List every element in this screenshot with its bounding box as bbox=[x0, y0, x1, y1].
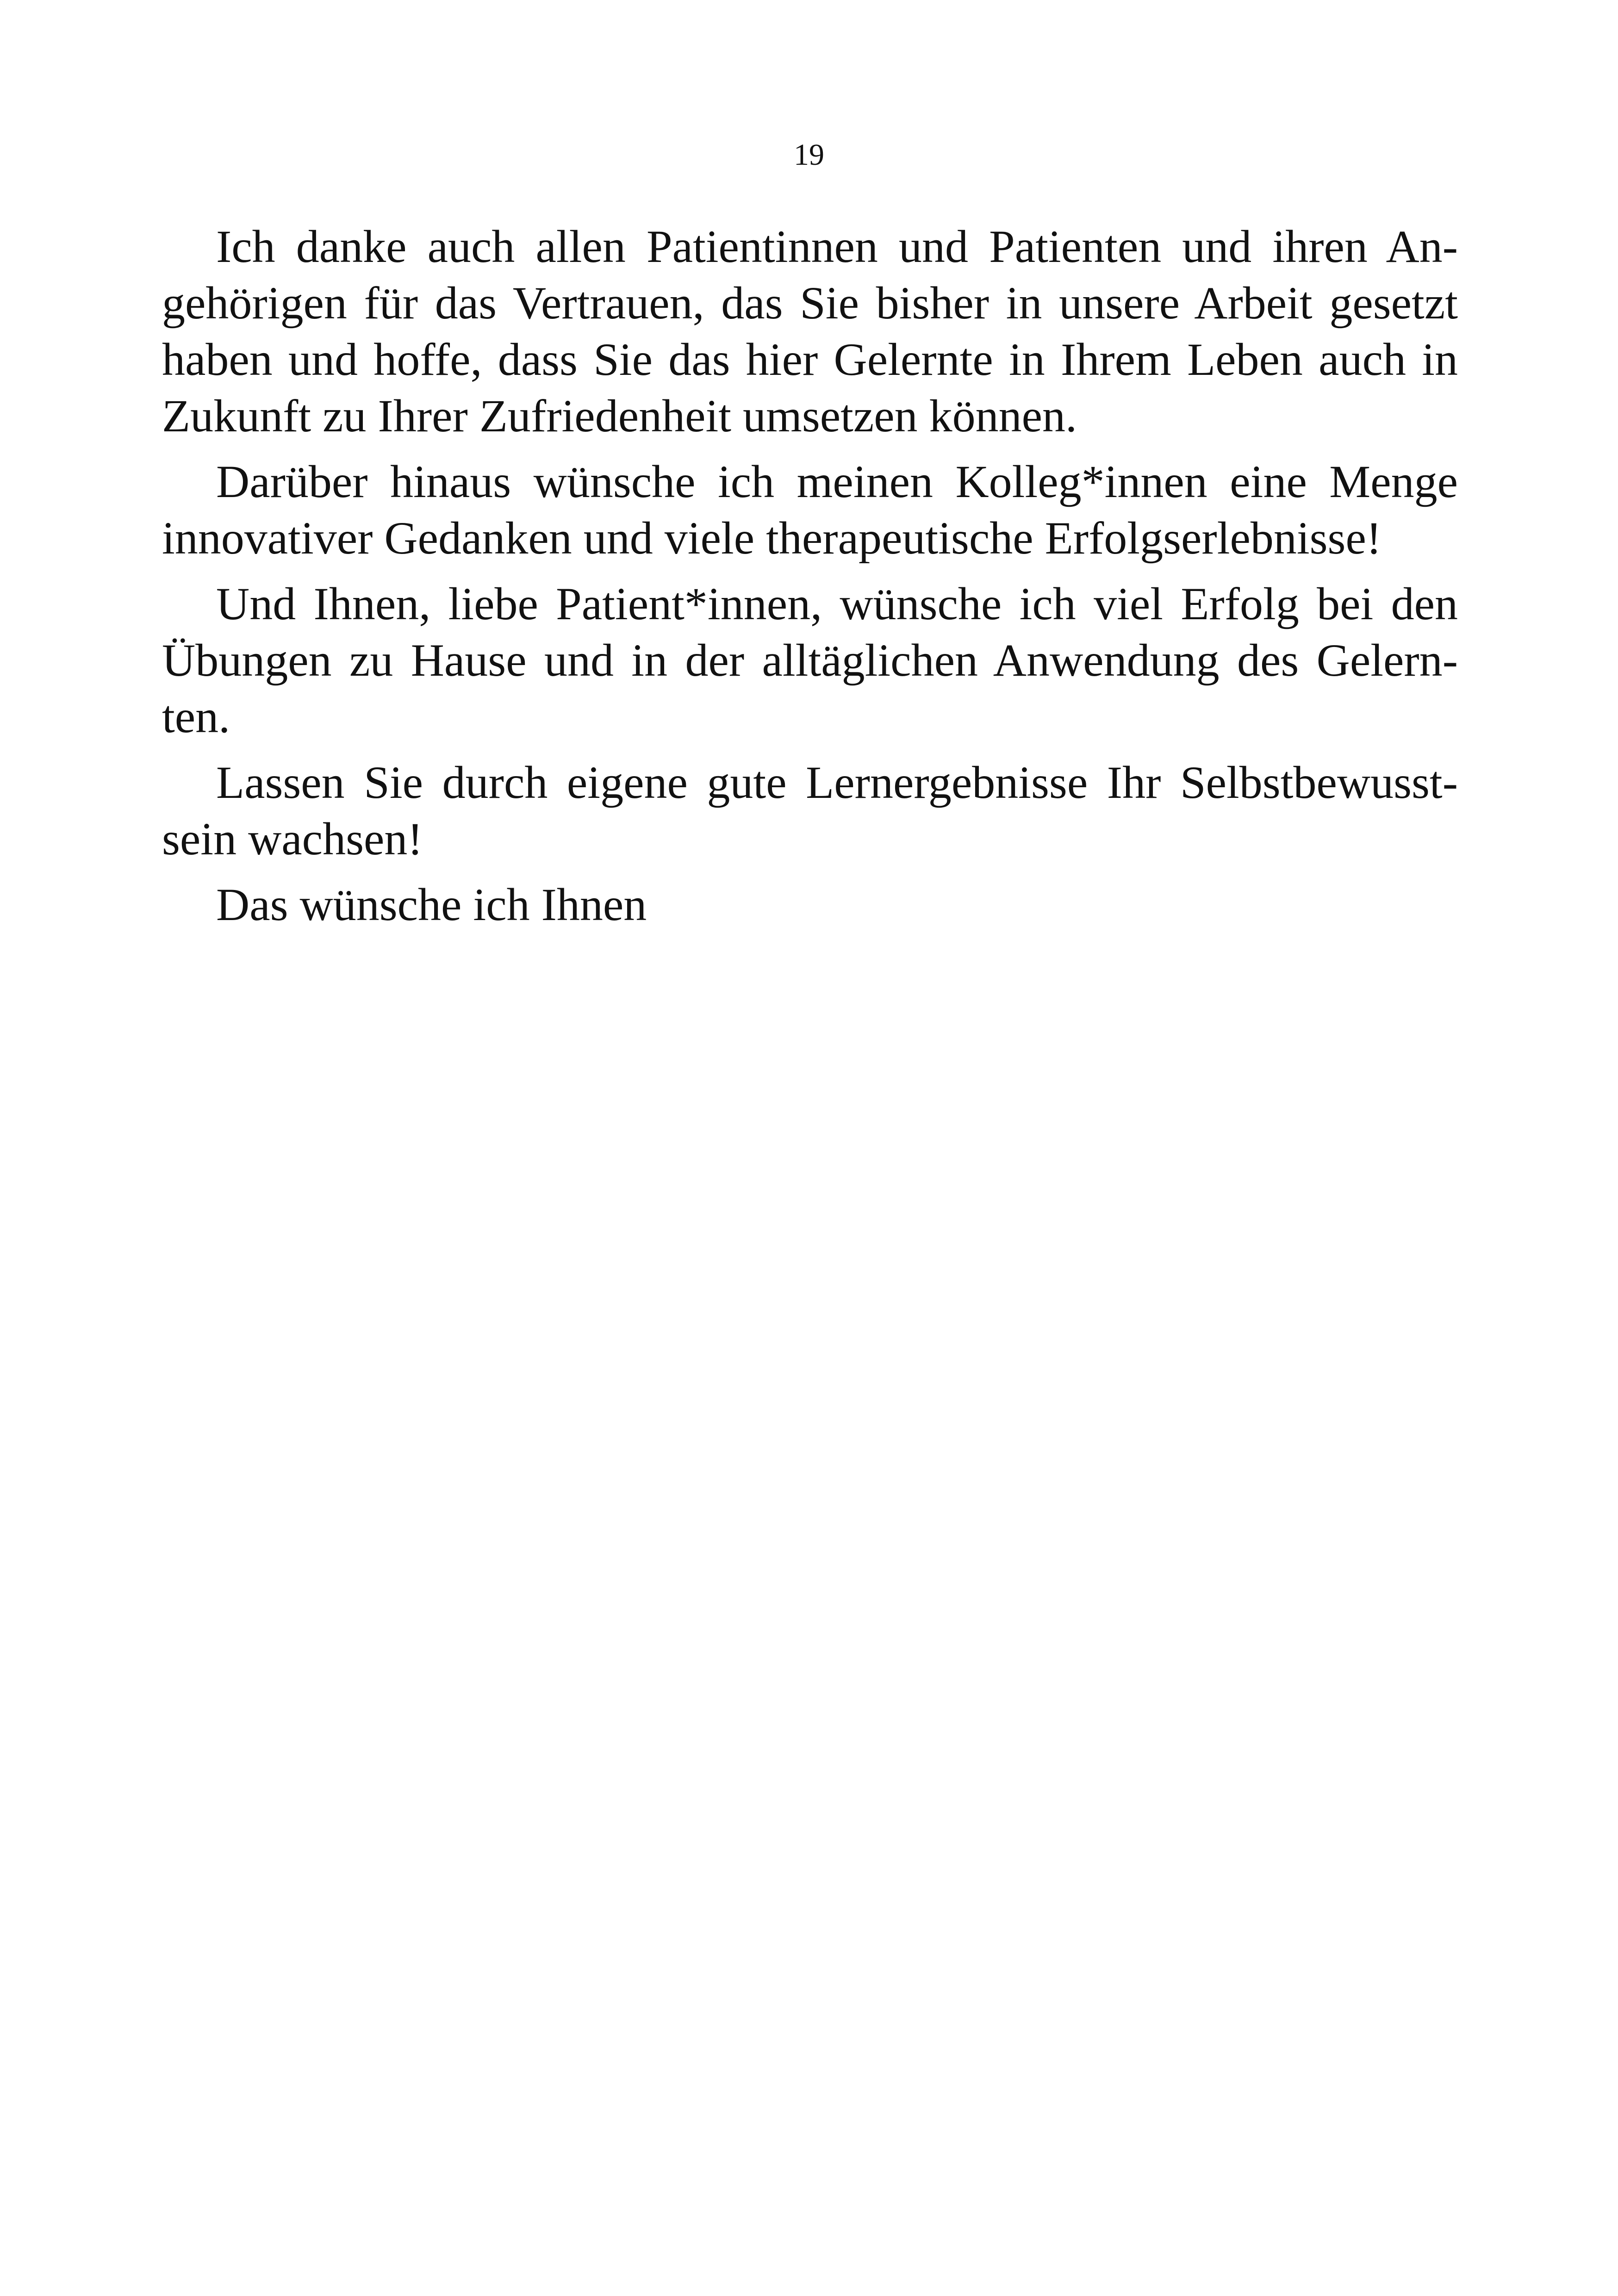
text-line: Ich danke auch allen Patientinnen und Patienten und ihren An- bbox=[216, 221, 1458, 272]
text-line: ten. bbox=[162, 691, 230, 742]
body-text bbox=[162, 218, 1458, 942]
text-line: Zukunft zu Ihrer Zufriedenheit umsetzen können. bbox=[162, 390, 1077, 442]
text-line: Übungen zu Hause und in der alltäglichen Anwendung des Gelern- bbox=[162, 635, 1458, 686]
text-line: haben und hoffe, dass Sie das hier Gelernte in Ihrem Leben auch in bbox=[162, 334, 1458, 385]
paragraph-2 bbox=[162, 454, 1458, 566]
paragraph-3 bbox=[162, 576, 1458, 745]
text-line: Lassen Sie durch eigene gute Lernergebnisse Ihr Selbstbewusst- bbox=[216, 757, 1458, 808]
text-line: Das wünsche ich Ihnen bbox=[216, 879, 647, 930]
paragraph-5 bbox=[162, 877, 1458, 933]
paragraph-1 bbox=[162, 218, 1458, 444]
text-line: Darüber hinaus wünsche ich meinen Kolleg*innen eine Menge bbox=[216, 456, 1458, 507]
paragraph-4 bbox=[162, 754, 1458, 867]
text-line: innovativer Gedanken und viele therapeutische Erfolgserlebnisse! bbox=[162, 512, 1382, 564]
text-line: Und Ihnen, liebe Patient*innen, wünsche ich viel Erfolg bei den bbox=[216, 578, 1458, 629]
text-line: sein wachsen! bbox=[162, 813, 423, 865]
page-number: 19 bbox=[794, 138, 824, 172]
text-line: gehörigen für das Vertrauen, das Sie bisher in unsere Arbeit gesetzt bbox=[162, 277, 1458, 329]
